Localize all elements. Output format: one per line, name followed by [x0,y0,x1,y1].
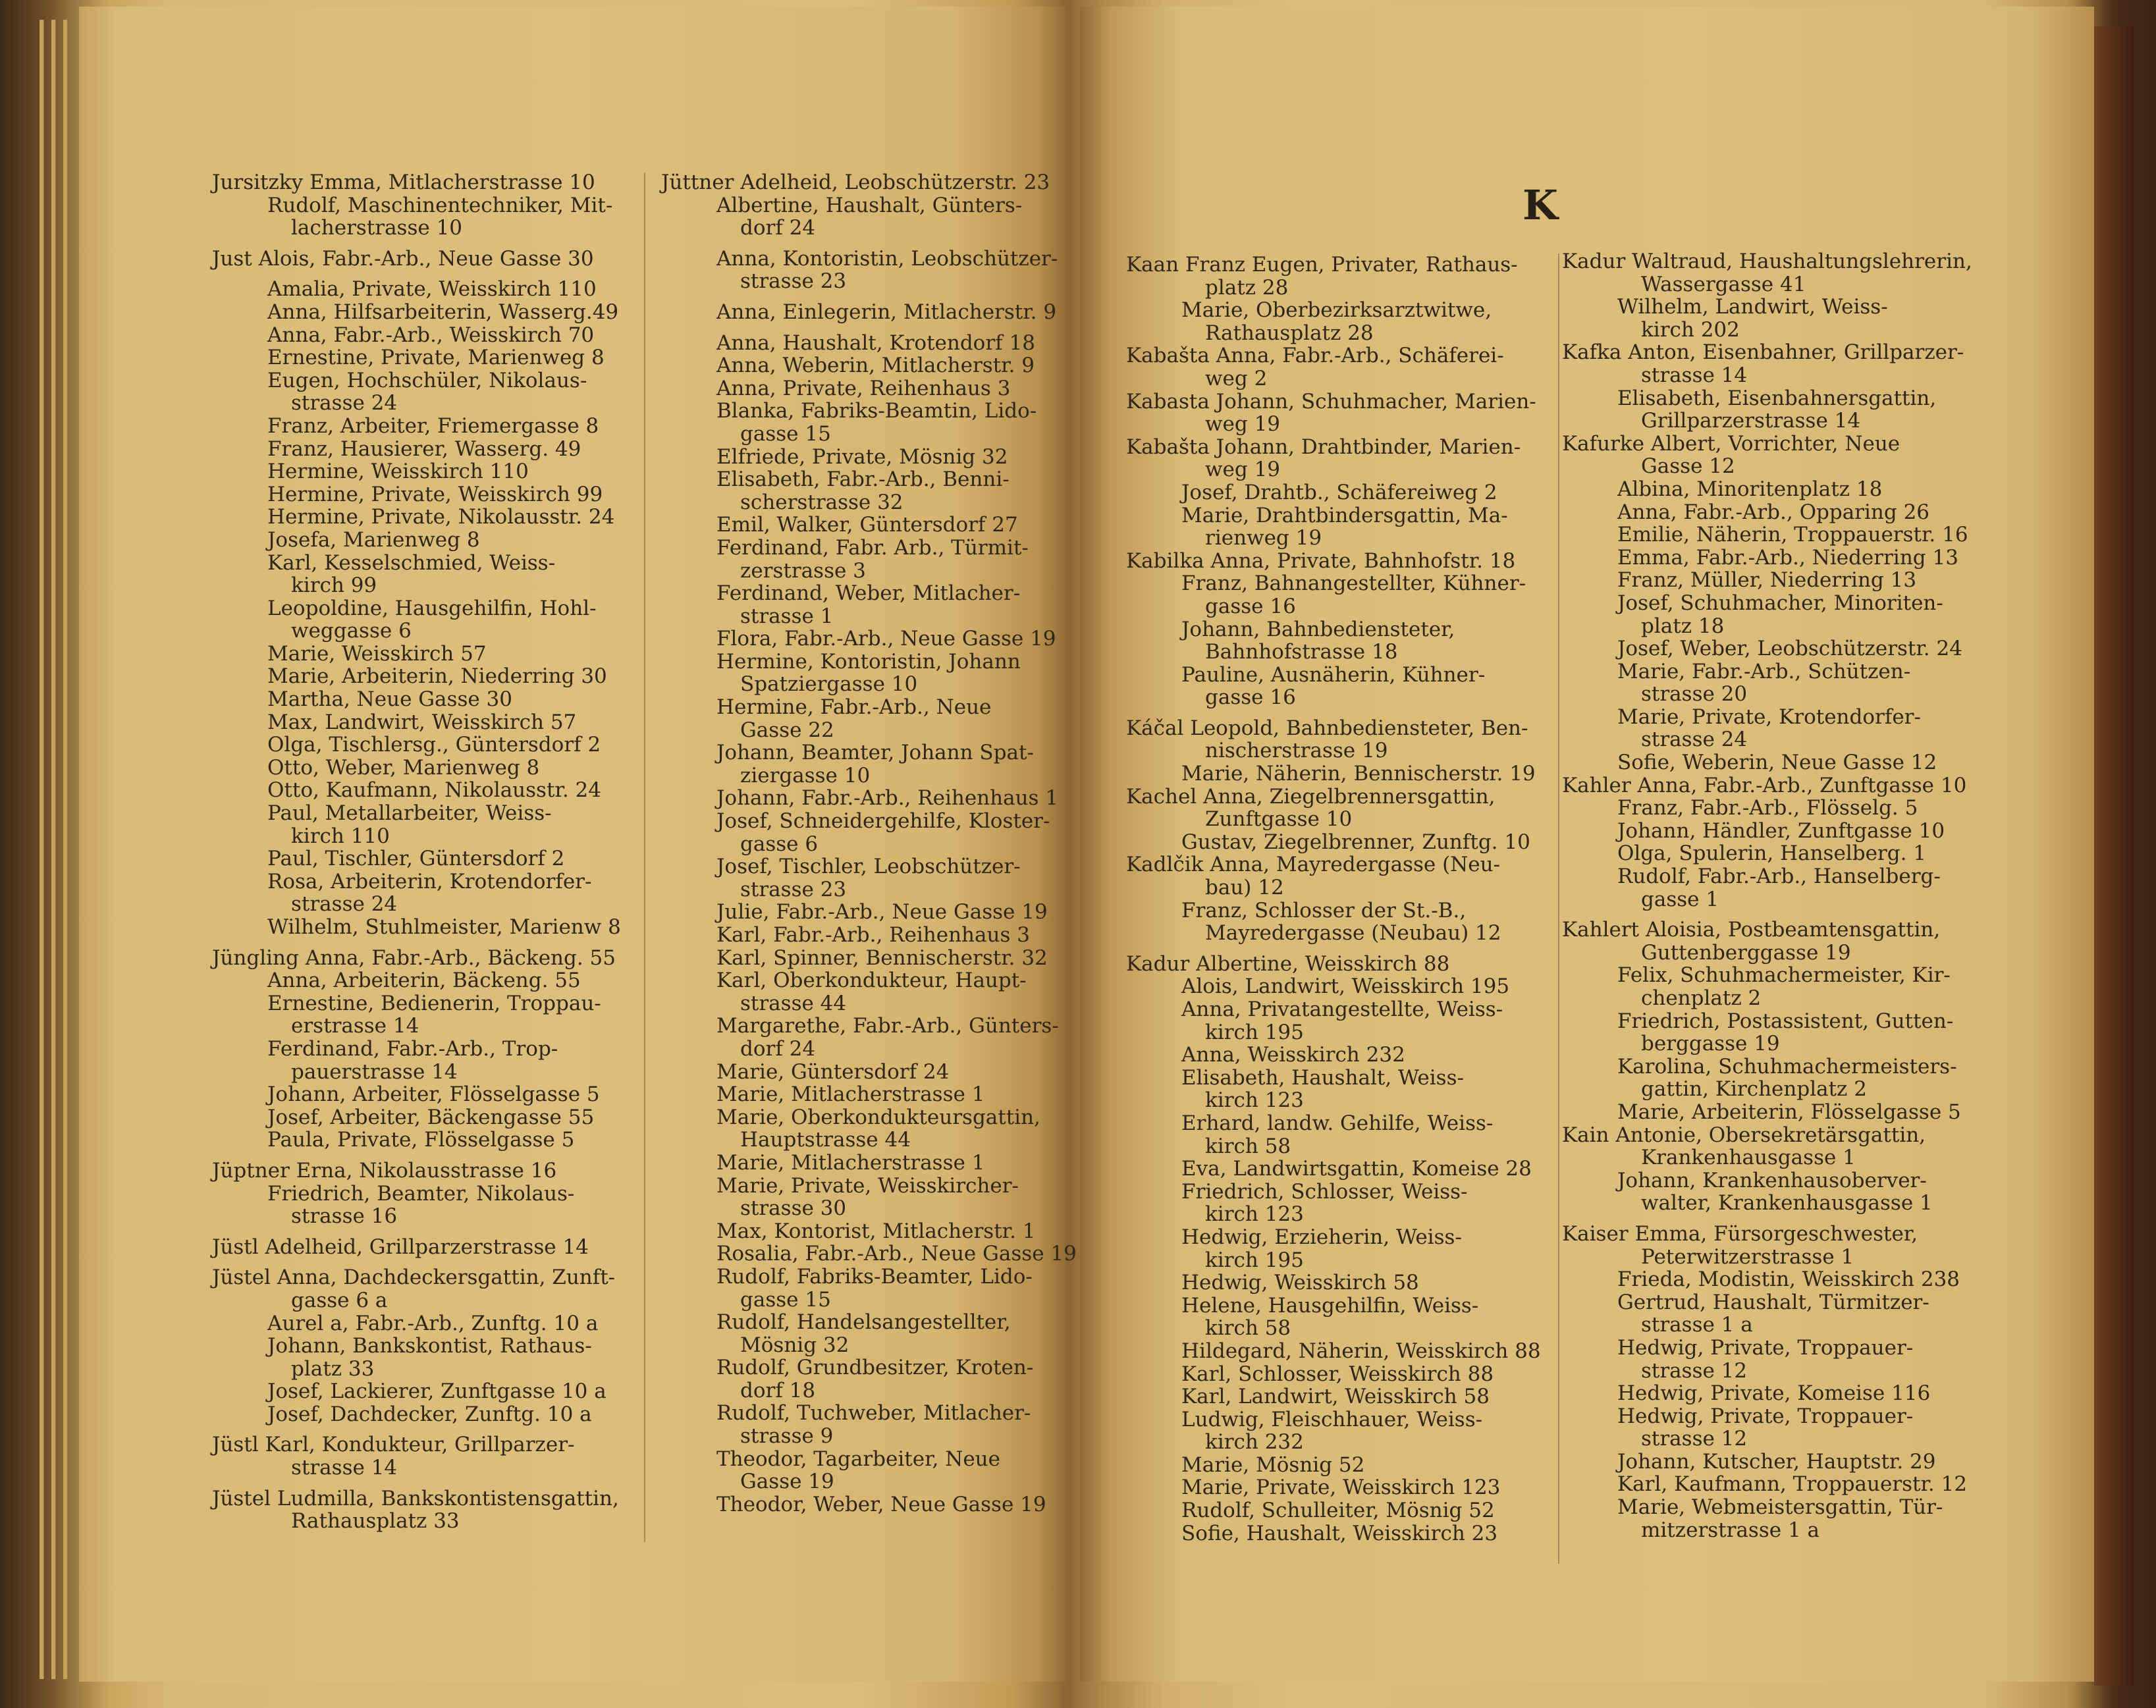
entry-person-line: Martha, Neue Gasse 30 [267,687,512,712]
entry-continuation-line: dorf 24 [740,1036,816,1061]
entry-continuation-line: walter, Krankenhausgasse 1 [1641,1191,1933,1215]
entry-person-line: Frieda, Modistin, Weisskirch 238 [1617,1268,1960,1292]
entry-continuation-line: strasse 24 [291,892,398,917]
entry-person-line: Friedrich, Postassistent, Gutten- [1617,1009,1954,1033]
entry-person-line: Josefa, Marienweg 8 [267,527,480,552]
entry-person-line: Johann, Arbeiter, Flösselgasse 5 [267,1082,600,1107]
entry-person-line: Elisabeth, Eisenbahnersgattin, [1617,386,1937,410]
entry-person-line: Eugen, Hochschüler, Nikolaus- [267,368,587,392]
entry-person-line: Johann, Beamter, Johann Spat- [716,741,1034,765]
entry-person-line: Anna, Fabr.-Arb., Opparing 26 [1617,500,1930,524]
entry-continuation-line: gattin, Kirchenplatz 2 [1641,1077,1867,1102]
entry-continuation-line: Peterwitzerstrasse 1 [1641,1244,1854,1269]
entry-continuation-line: gasse 16 [1205,685,1296,710]
column-rule [1558,254,1559,1564]
entry-person-line: Hermine, Private, Weisskirch 99 [267,482,603,506]
entry-continuation-line: platz 33 [291,1356,375,1381]
entry-person-line: Karl, Schlosser, Weisskirch 88 [1181,1362,1494,1386]
entry-person-line: Johann, Bahnbediensteter, [1181,617,1455,641]
entry-person-line: Anna, Kontoristin, Leobschützer- [716,246,1058,271]
entry-person-line: Rosa, Arbeiterin, Krotendorfer- [267,869,592,894]
entry-person-line: Emilie, Näherin, Troppauerstr. 16 [1617,523,1968,547]
entry-person-line: Olga, Spulerin, Hanselberg. 1 [1617,841,1927,866]
entry-continuation-line: platz 28 [1205,275,1289,300]
entry-surname-line: Kain Antonie, Obersekretärsgattin, [1562,1123,1926,1147]
entry-continuation-line: kirch 195 [1205,1020,1304,1044]
entry-person-line: Felix, Schuhmachermeister, Kir- [1617,963,1951,988]
entry-person-line: Johann, Händler, Zunftgasse 10 [1617,818,1945,843]
entry-person-line: Marie, Weisskirch 57 [267,641,487,666]
entry-continuation-line: dorf 18 [740,1378,816,1402]
entry-person-line: Josef, Drahtb., Schäfereiweg 2 [1181,480,1497,504]
entry-continuation-line: Mayredergasse (Neubau) 12 [1205,921,1501,946]
entry-person-line: Hermine, Private, Nikolausstr. 24 [267,505,615,529]
entry-person-line: Ferdinand, Fabr. Arb., Türmit- [716,535,1029,560]
entry-person-line: Friedrich, Beamter, Nikolaus- [267,1181,575,1206]
entry-person-line: Eva, Landwirtsgattin, Komeise 28 [1181,1157,1532,1181]
entry-surname-line: Kaan Franz Eugen, Privater, Rathaus- [1126,253,1518,277]
entry-surname-line: Kadlčik Anna, Mayredergasse (Neu- [1126,853,1501,877]
entry-surname-line: Kahlert Aloisia, Postbeamtensgattin, [1562,918,1941,942]
entry-person-line: Hermine, Fabr.-Arb., Neue [716,695,992,720]
entry-person-line: Marie, Güntersdorf 24 [716,1059,950,1084]
entry-person-line: Wilhelm, Landwirt, Weiss- [1617,295,1888,319]
entry-surname-line: Jüstel Anna, Dachdeckersgattin, Zunft- [212,1266,616,1290]
entry-continuation-line: strasse 1 [740,604,834,628]
entry-continuation-line: gasse 1 [1641,887,1719,911]
entry-continuation-line: strasse 14 [1641,363,1748,387]
entry-continuation-line: Zunftgasse 10 [1205,807,1353,832]
entry-person-line: Alois, Landwirt, Weisskirch 195 [1181,974,1510,999]
entry-continuation-line: Hauptstrasse 44 [740,1128,911,1152]
entry-person-line: Erhard, landw. Gehilfe, Weiss- [1181,1111,1494,1135]
entry-continuation-line: strasse 1 a [1641,1313,1753,1337]
entry-surname-line: Kabašta Anna, Fabr.-Arb., Schäferei- [1126,344,1504,368]
entry-person-line: Anna, Hilfsarbeiterin, Wasserg.49 [267,300,619,324]
entry-person-line: Marie, Mösnig 52 [1181,1453,1365,1477]
entry-person-line: Franz, Arbeiter, Friemergasse 8 [267,414,599,438]
entry-person-line: Wilhelm, Stuhlmeister, Marienw 8 [267,915,621,939]
entry-surname-line: Kaiser Emma, Fürsorgeschwester, [1562,1221,1918,1246]
entry-continuation-line: Gasse 19 [740,1470,834,1494]
entry-continuation-line: gasse 16 [1205,594,1296,618]
entry-person-line: Marie, Drahtbindersgattin, Ma- [1181,503,1508,527]
entry-person-line: Anna, Einlegerin, Mitlacherstr. 9 [716,300,1057,324]
entry-surname-line: Jüttner Adelheid, Leobschützerstr. 23 [661,171,1050,194]
entry-person-line: Ferdinand, Fabr.-Arb., Trop- [267,1036,558,1061]
entry-person-line: Pauline, Ausnäherin, Kühner- [1181,662,1486,687]
entry-person-line: Franz, Hausierer, Wasserg. 49 [267,437,581,461]
entry-surname-line: Kabasta Johann, Schuhmacher, Marien- [1126,389,1536,414]
entry-surname-line: Kabašta Johann, Drahtbinder, Marien- [1126,435,1521,459]
entry-person-line: Rudolf, Fabr.-Arb., Hanselberg- [1617,865,1941,889]
entry-person-line: Aurel a, Fabr.-Arb., Zunftg. 10 a [267,1311,599,1335]
entry-continuation-line: Wassergasse 41 [1641,272,1806,296]
entry-person-line: Karl, Spinner, Bennischerstr. 32 [716,946,1048,970]
entry-person-line: Anna, Haushalt, Krotendorf 18 [716,331,1035,355]
entry-continuation-line: kirch 232 [1205,1430,1304,1454]
entry-person-line: Leopoldine, Hausgehilfin, Hohl- [267,596,597,620]
entry-person-line: Marie, Näherin, Bennischerstr. 19 [1181,762,1536,786]
entry-person-line: Theodor, Tagarbeiter, Neue [716,1447,1000,1471]
entry-continuation-line: mitzerstrasse 1 a [1641,1518,1820,1542]
entry-continuation-line: strasse 20 [1641,682,1748,707]
entry-continuation-line: strasse 44 [740,991,847,1015]
entry-continuation-line: kirch 110 [291,824,390,848]
entry-person-line: Karl, Oberkondukteur, Haupt- [716,969,1027,993]
entry-continuation-line: scherstrasse 32 [740,490,903,514]
entry-continuation-line: kirch 58 [1205,1134,1291,1158]
entry-continuation-line: weg 2 [1205,366,1268,390]
entry-person-line: Ludwig, Fleischhauer, Weiss- [1181,1407,1483,1431]
entry-person-line: Paul, Metallarbeiter, Weiss- [267,801,552,826]
entry-continuation-line: bau) 12 [1205,876,1284,900]
entry-person-line: Rudolf, Schulleiter, Mösnig 52 [1181,1499,1495,1523]
entry-person-line: Johann, Kutscher, Hauptstr. 29 [1617,1449,1936,1474]
column-rule [644,173,645,1542]
entry-person-line: Hedwig, Private, Komeise 116 [1617,1381,1931,1406]
entry-person-line: Hildegard, Näherin, Weisskirch 88 [1181,1339,1541,1363]
entry-person-line: Marie, Fabr.-Arb., Schützen- [1617,659,1911,683]
entry-continuation-line: weg 19 [1205,458,1281,482]
entry-person-line: Elfriede, Private, Mösnig 32 [716,444,1008,469]
entry-surname-line: Jüptner Erna, Nikolausstrasse 16 [212,1158,557,1183]
entry-continuation-line: gasse 6 [740,832,819,856]
entry-person-line: Gertrud, Haushalt, Türmitzer- [1617,1290,1929,1314]
entry-person-line: Hedwig, Private, Troppauer- [1617,1404,1914,1428]
entry-surname-line: Jüstl Adelheid, Grillparzerstrasse 14 [212,1235,589,1259]
entry-surname-line: Kabilka Anna, Private, Bahnhofstr. 18 [1126,548,1516,573]
entry-continuation-line: Rathausplatz 33 [291,1509,460,1534]
directory-column-1 [212,171,621,1533]
entry-person-line: Anna, Fabr.-Arb., Weisskirch 70 [267,323,595,347]
entry-continuation-line: Krankenhausgasse 1 [1641,1146,1856,1170]
entry-continuation-line: strasse 16 [291,1204,398,1229]
entry-person-line: Margarethe, Fabr.-Arb., Günters- [716,1014,1059,1038]
entry-surname-line: Jüstl Karl, Kondukteur, Grillparzer- [212,1433,575,1457]
entry-surname-line: Kadur Albertine, Weisskirch 88 [1126,951,1450,976]
entry-person-line: Friedrich, Schlosser, Weiss- [1181,1179,1468,1204]
entry-person-line: Marie, Webmeistersgattin, Tür- [1617,1495,1943,1520]
entry-person-line: Josef, Weber, Leobschützerstr. 24 [1617,637,1962,661]
entry-continuation-line: strasse 30 [740,1196,847,1221]
entry-continuation-line: kirch 58 [1205,1316,1291,1341]
entry-person-line: Marie, Arbeiterin, Niederring 30 [267,664,607,689]
entry-person-line: Josef, Arbeiter, Bäckengasse 55 [267,1105,595,1129]
entry-person-line: Josef, Lackierer, Zunftgasse 10 a [267,1379,606,1404]
entry-person-line: Paula, Private, Flösselgasse 5 [267,1128,575,1152]
entry-person-line: Hedwig, Private, Troppauer- [1617,1335,1914,1360]
entry-person-line: Albertine, Haushalt, Günters- [716,193,1023,217]
entry-continuation-line: zerstrasse 3 [740,558,866,583]
entry-continuation-line: dorf 24 [740,216,816,240]
entry-surname-line: Kafka Anton, Eisenbahner, Grillparzer- [1562,340,1964,365]
entry-continuation-line: gasse 15 [740,421,831,446]
entry-person-line: Rudolf, Fabriks-Beamter, Lido- [716,1264,1033,1289]
entry-person-line: Elisabeth, Haushalt, Weiss- [1181,1065,1464,1090]
entry-person-line: Rudolf, Handelsangestellter, [716,1310,1011,1335]
entry-person-line: Josef, Tischler, Leobschützer- [716,855,1021,879]
entry-surname-line: Kachel Anna, Ziegelbrennersgattin, [1126,784,1496,809]
entry-continuation-line: nischerstrasse 19 [1205,739,1388,763]
entry-continuation-line: strasse 9 [740,1424,834,1449]
entry-person-line: Helene, Hausgehilfin, Weiss- [1181,1293,1479,1318]
entry-continuation-line: chenplatz 2 [1641,986,1762,1010]
entry-surname-line: Jüstel Ludmilla, Bankskontistensgattin, [212,1486,619,1510]
entry-person-line: Karl, Landwirt, Weisskirch 58 [1181,1385,1490,1409]
entry-person-line: Marie, Mitlacherstrasse 1 [716,1082,985,1107]
entry-continuation-line: lacherstrasse 10 [291,216,463,240]
entry-continuation-line: weg 19 [1205,412,1281,437]
entry-continuation-line: Gasse 22 [740,718,834,742]
entry-person-line: Marie, Private, Weisskircher- [716,1173,1019,1198]
section-letter: K [1523,181,1558,229]
entry-continuation-line: ziergasse 10 [740,763,871,787]
entry-person-line: Karolina, Schuhmachermeisters- [1617,1054,1957,1079]
entry-continuation-line: Spatziergasse 10 [740,672,918,697]
entry-continuation-line: strasse 23 [740,877,847,901]
entry-continuation-line: platz 18 [1641,614,1725,638]
entry-person-line: Anna, Privatangestellte, Weiss- [1181,998,1503,1021]
entry-person-line: Hedwig, Weisskirch 58 [1181,1271,1419,1295]
entry-continuation-line: Rathausplatz 28 [1205,321,1374,345]
entry-person-line: Hermine, Weisskirch 110 [267,460,529,484]
entry-person-line: Emma, Fabr.-Arb., Niederring 13 [1617,545,1958,570]
entry-person-line: Josef, Schneidergehilfe, Kloster- [716,809,1050,834]
entry-continuation-line: erstrasse 14 [291,1014,419,1038]
entry-person-line: Flora, Fabr.-Arb., Neue Gasse 19 [716,627,1056,651]
entry-person-line: Otto, Kaufmann, Nikolausstr. 24 [267,778,601,803]
entry-person-line: Marie, Private, Krotendorfer- [1617,705,1921,729]
entry-person-line: Ferdinand, Weber, Mitlacher- [716,581,1021,606]
entry-person-line: Karl, Kaufmann, Troppauerstr. 12 [1617,1472,1968,1497]
entry-continuation-line: strasse 12 [1641,1427,1748,1451]
directory-column-4 [1562,250,1972,1541]
entry-continuation-line: Guttenberggasse 19 [1641,940,1851,965]
entry-person-line: Gustav, Ziegelbrenner, Zunftg. 10 [1181,830,1530,854]
entry-continuation-line: kirch 99 [291,574,377,598]
book-cover-edge [2094,26,2134,1686]
entry-surname-line: Jursitzky Emma, Mitlacherstrasse 10 [212,171,595,194]
entry-person-line: Anna, Private, Reihenhaus 3 [716,376,1011,400]
entry-person-line: Franz, Bahnangestellter, Kühner- [1181,572,1526,596]
entry-person-line: Rudolf, Maschinentechniker, Mit- [267,193,613,217]
entry-continuation-line: rienweg 19 [1205,526,1322,550]
entry-continuation-line: weggasse 6 [291,619,412,643]
entry-continuation-line: kirch 202 [1641,317,1740,342]
entry-continuation-line: strasse 12 [1641,1358,1748,1383]
entry-person-line: Marie, Mitlacherstrasse 1 [716,1150,985,1175]
entry-continuation-line: kirch 123 [1205,1202,1304,1227]
entry-person-line: Karl, Fabr.-Arb., Reihenhaus 3 [716,923,1030,947]
entry-person-line: Anna, Weisskirch 232 [1181,1043,1405,1067]
entry-surname-line: Kadur Waltraud, Haushaltungslehrerin, [1562,250,1972,273]
entry-person-line: Karl, Kesselschmied, Weiss- [267,550,556,575]
entry-person-line: Anna, Weberin, Mitlacherstr. 9 [716,354,1035,378]
entry-person-line: Hedwig, Erzieherin, Weiss- [1181,1225,1462,1249]
entry-continuation-line: gasse 6 a [291,1288,388,1312]
entry-continuation-line: kirch 195 [1205,1248,1304,1272]
entry-continuation-line: strasse 23 [740,269,847,294]
entry-person-line: Max, Landwirt, Weisskirch 57 [267,710,577,734]
entry-person-line: Theodor, Weber, Neue Gasse 19 [716,1492,1046,1516]
entry-person-line: Olga, Tischlersg., Güntersdorf 2 [267,733,601,757]
entry-continuation-line: berggasse 19 [1641,1032,1780,1056]
page-edge [63,20,68,1679]
entry-person-line: Rosalia, Fabr.-Arb., Neue Gasse 19 [716,1242,1077,1266]
entry-person-line: Rudolf, Grundbesitzer, Kroten- [716,1356,1034,1380]
entry-continuation-line: strasse 24 [1641,728,1748,752]
entry-person-line: Marie, Private, Weisskirch 123 [1181,1476,1501,1500]
entry-person-line: Franz, Müller, Niederring 13 [1617,568,1917,593]
entry-surname-line: Káčal Leopold, Bahnbediensteter, Ben- [1126,716,1528,740]
entry-person-line: Hermine, Kontoristin, Johann [716,649,1021,674]
entry-person-line: Sofie, Haushalt, Weisskirch 23 [1181,1521,1498,1545]
entry-person-line: Otto, Weber, Marienweg 8 [267,755,540,780]
entry-person-line: Josef, Dachdecker, Zunftg. 10 a [267,1402,592,1426]
entry-surname-line: Just Alois, Fabr.-Arb., Neue Gasse 30 [212,246,594,271]
entry-person-line: Johann, Krankenhausoberver- [1617,1168,1927,1192]
directory-column-3 [1126,254,1541,1545]
entry-person-line: Blanka, Fabriks-Beamtin, Lido- [716,399,1037,423]
entry-person-line: Anna, Arbeiterin, Bäckeng. 55 [267,969,581,993]
entry-person-line: Ernestine, Private, Marienweg 8 [267,346,605,370]
page-edge [51,20,56,1679]
entry-person-line: Marie, Oberkondukteursgattin, [716,1105,1040,1129]
entry-person-line: Emil, Walker, Güntersdorf 27 [716,513,1018,537]
entry-person-line: Franz, Fabr.-Arb., Flösselg. 5 [1617,796,1918,820]
entry-continuation-line: Bahnhofstrasse 18 [1205,640,1398,664]
entry-surname-line: Kahler Anna, Fabr.-Arb., Zunftgasse 10 [1562,773,1967,797]
entry-person-line: Rudolf, Tuchweber, Mitlacher- [716,1401,1031,1426]
directory-column-2 [661,171,1077,1516]
entry-continuation-line: kirch 123 [1205,1088,1304,1113]
entry-person-line: Marie, Oberbezirksarztwitwe, [1181,298,1492,323]
entry-continuation-line: strasse 24 [291,391,398,415]
entry-person-line: Albina, Minoritenplatz 18 [1617,477,1883,501]
entry-person-line: Paul, Tischler, Güntersdorf 2 [267,847,565,871]
entry-person-line: Sofie, Weberin, Neue Gasse 12 [1617,751,1937,775]
entry-continuation-line: gasse 15 [740,1287,831,1312]
entry-continuation-line: strasse 14 [291,1456,398,1480]
entry-continuation-line: pauerstrasse 14 [291,1059,458,1084]
entry-continuation-line: Grillparzerstrasse 14 [1641,409,1861,433]
entry-surname-line: Jüngling Anna, Fabr.-Arb., Bäckeng. 55 [212,946,616,970]
entry-person-line: Marie, Arbeiterin, Flösselgasse 5 [1617,1100,1961,1124]
entry-person-line: Amalia, Private, Weisskirch 110 [267,277,597,302]
entry-person-line: Max, Kontorist, Mitlacherstr. 1 [716,1219,1036,1243]
entry-continuation-line: Mösnig 32 [740,1333,849,1357]
entry-person-line: Josef, Schuhmacher, Minoriten- [1617,591,1943,615]
entry-person-line: Johann, Bankskontist, Rathaus- [267,1334,592,1358]
page-edge [40,20,44,1679]
entry-person-line: Franz, Schlosser der St.-B., [1181,898,1467,922]
entry-person-line: Ernestine, Bedienerin, Troppau- [267,991,601,1015]
entry-person-line: Johann, Fabr.-Arb., Reihenhaus 1 [716,786,1059,811]
entry-person-line: Julie, Fabr.-Arb., Neue Gasse 19 [716,900,1048,924]
entry-continuation-line: Gasse 12 [1641,454,1735,479]
entry-person-line: Elisabeth, Fabr.-Arb., Benni- [716,467,1010,492]
entry-surname-line: Kafurke Albert, Vorrichter, Neue [1562,431,1900,456]
